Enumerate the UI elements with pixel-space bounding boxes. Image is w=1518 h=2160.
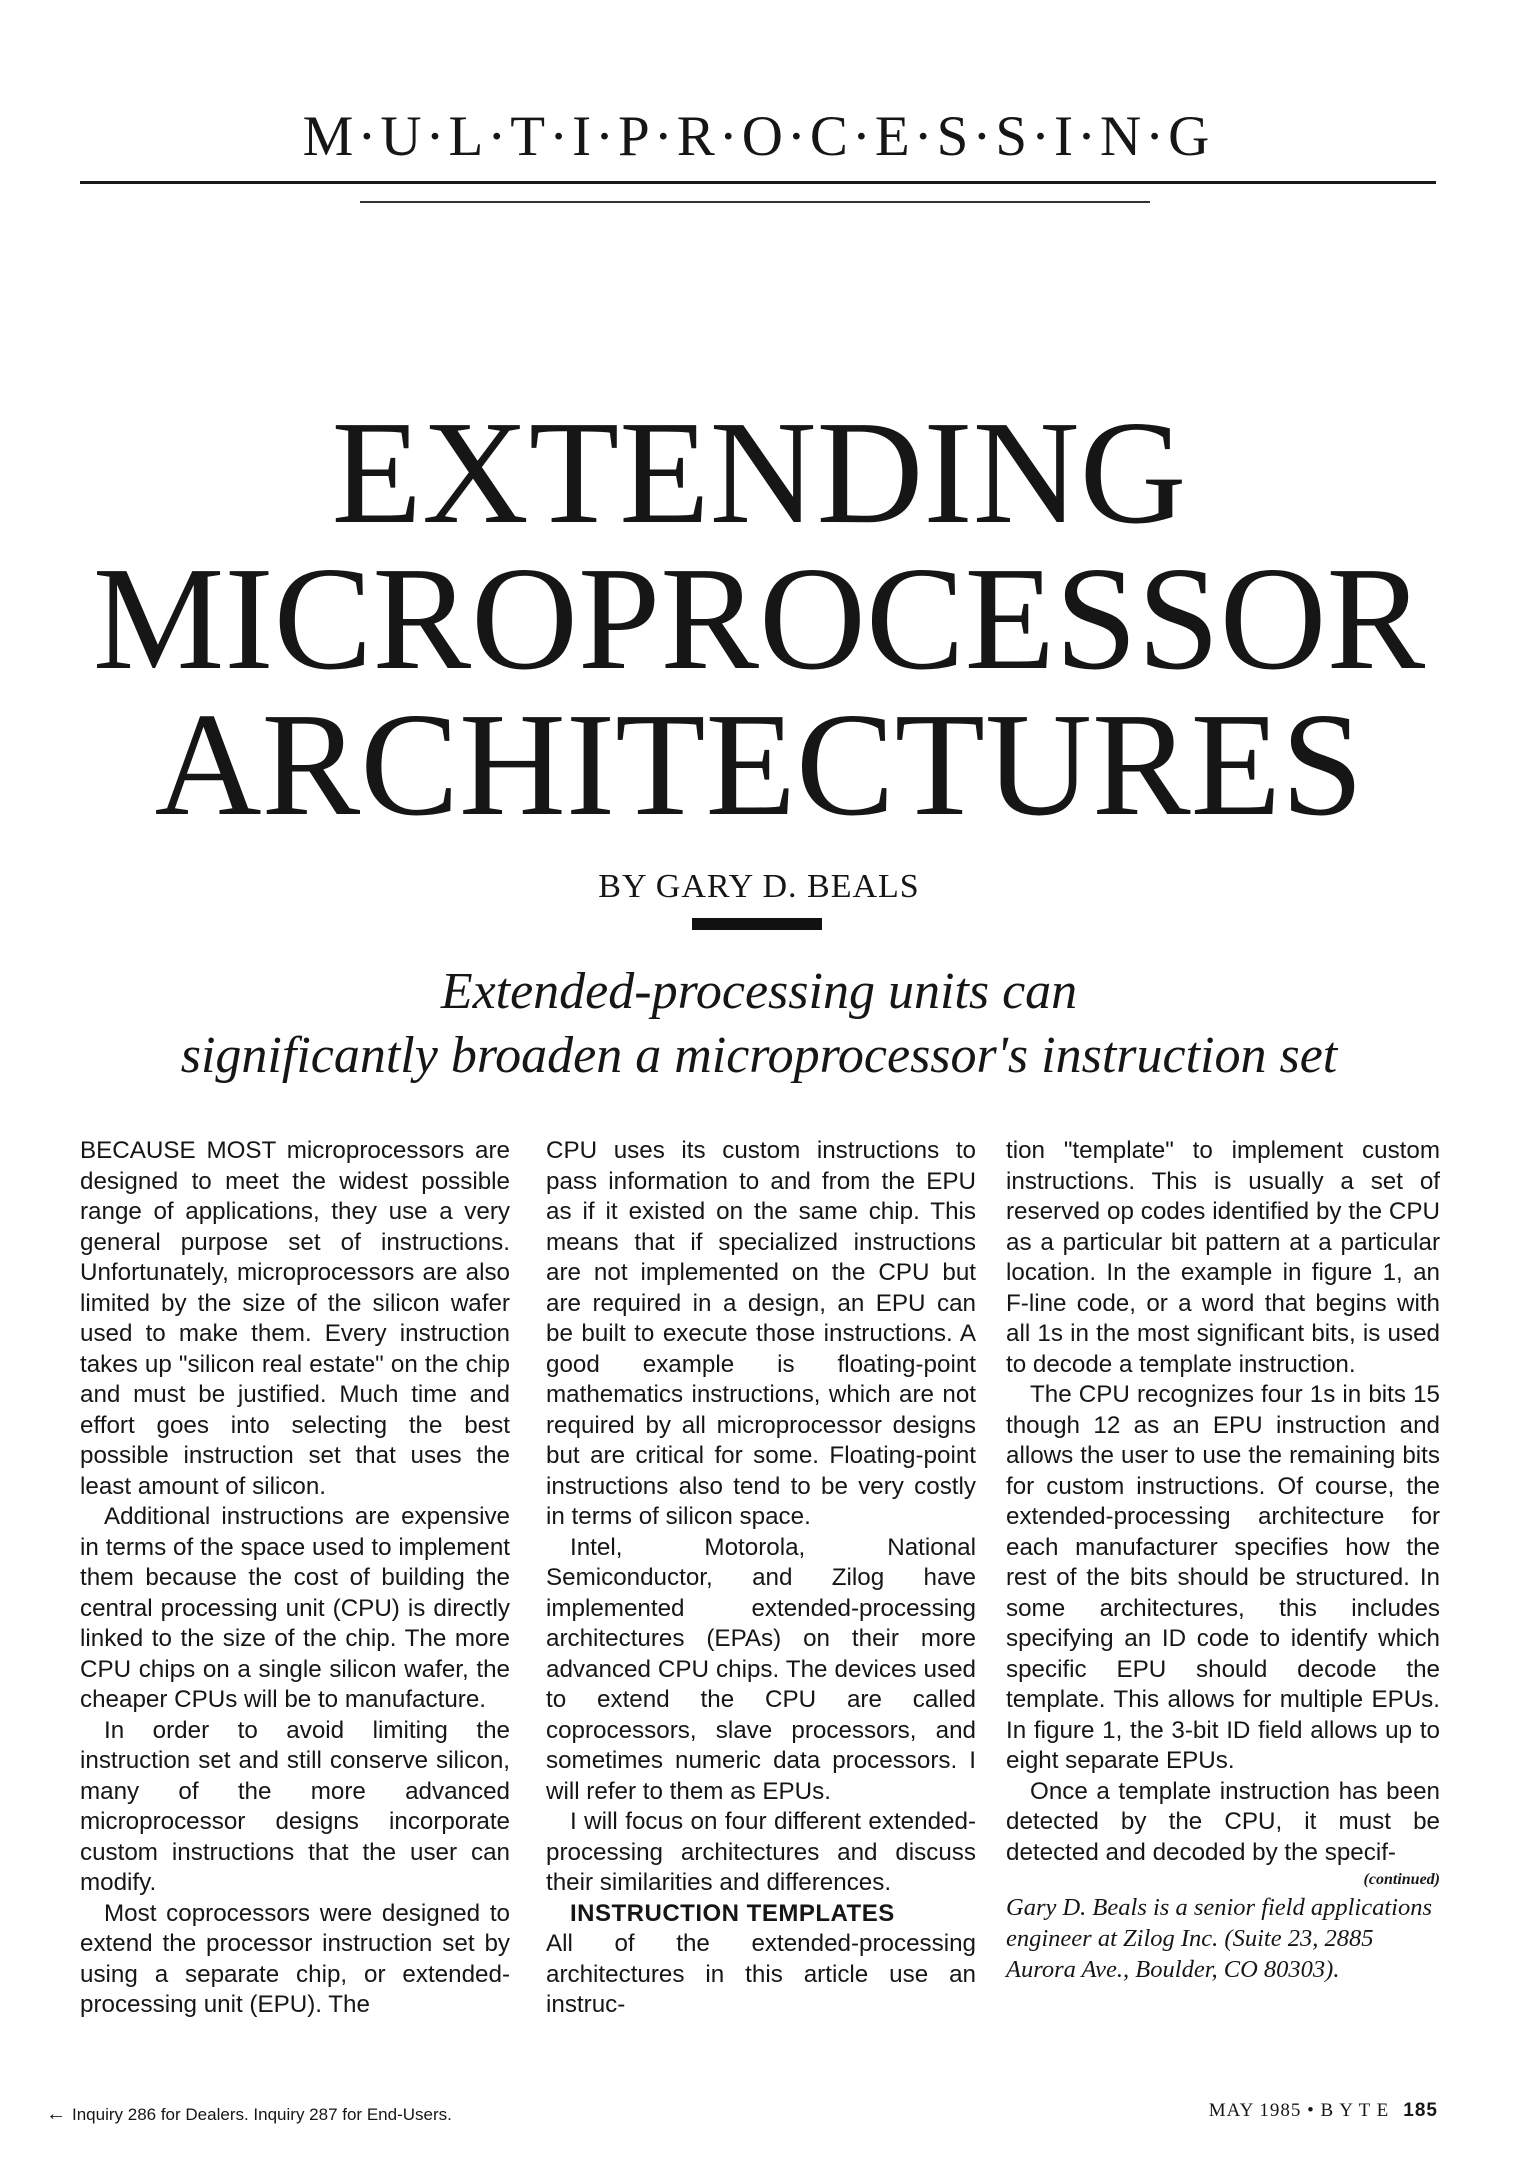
deck [120,960,1398,1088]
paragraph: Once a template instruction has been detected by the CPU, it must be detected and decoded by the specif- [1006,1777,1440,1866]
paragraph: Intel, Motorola, National Semiconductor, and Zilog have implemented extended-processing architectures (EPAs) on their more advanced CPU chips. The devices used to extend the CPU are called coprocessors, slave processors, and sometimes numeric data processors. I will refer to them as EPUs. [546,1533,976,1805]
issue-line: MAY 1985 • B Y T E [1208,2100,1390,2121]
deck-line: Extended-processing units can [440,963,1078,1020]
byline: BY GARY D. BEALS [598,868,920,905]
paragraph: tion "template" to implement custom instructions. This is usually a set of reserved op codes identified by the CPU as a particular bit pattern at a particular location. In the example in figure 1, an F-line code, or a word that begins with all 1s in the most significant bits, is used to decode a template instruction. [1006,1137,1440,1378]
paragraph: In order to avoid limiting the instruction set and still conserve silicon, many of the more advanced microprocessor designs incorporate custom instructions that the user can modify. [80,1716,510,1896]
article-title [60,391,1458,847]
title-line: EXTENDING [331,391,1187,555]
deck-line: significantly broaden a microprocessor's instruction set [180,1027,1338,1084]
subhead-instruction-templates: INSTRUCTION TEMPLATES [570,1899,895,1927]
paragraph: The CPU recognizes four 1s in bits 15 though 12 as an EPU instruction and allows the user to use the remaining bits for custom instructions. Of course, the extended-processing architecture for each manufacturer specifies how the rest of the bits should be structured. In some architectures, this includes specifying an ID code to identify which specific EPU should decode the template. This allows for multiple EPUs. In figure 1, the 3-bit ID field allows up to eight separate EPUs. [1006,1381,1440,1774]
inquiry-text: Inquiry 286 for Dealers. Inquiry 287 for End-Users. [72,2105,452,2124]
column-1 [80,1136,510,2021]
header-rule-top [80,181,1436,184]
column-3 [1006,1136,1440,1985]
paragraph: All of the extended-processing architectures in this article use an instruc- [546,1930,976,2018]
section-label: M·U·L·T·I·P·R·O·C·E·S·S·I·N·G [302,105,1214,168]
paragraph: I will focus on four different extended-processing architectures and discuss their similarities and differences. [546,1808,976,1896]
header-rule-bottom [360,201,1150,203]
continued-marker: (continued) [1363,1871,1440,1888]
paragraph: BECAUSE MOST microprocessors are designed to meet the widest possible range of applications, they use a very general purpose set of instructions. Unfortunately, microprocessors are also limited by the size of the silicon wafer used to make them. Every instruction takes up "silicon real estate" on the chip and must be justified. Much time and effort goes into selecting the best possible instruction set that uses the least amount of silicon. [80,1137,510,1500]
paragraph: Most coprocessors were designed to extend the processor instruction set by using a separate chip, or extended-processing unit (EPU). The [80,1899,510,2018]
arrow-left-icon: ← [46,2103,66,2125]
footer-inquiry [46,2103,452,2126]
title-line: ARCHITECTURES [154,683,1364,847]
byline-bar [692,918,822,930]
footer-folio [1209,2100,1438,2122]
column-2 [546,1136,976,2021]
page-number: 185 [1403,2100,1438,2121]
title-line: MICROPROCESSOR [92,537,1426,701]
author-bio: Gary D. Beals is a senior field applications engineer at Zilog Inc. (Suite 23, 2885 Aurora Ave., Boulder, CO 80303). [1006,1894,1432,1983]
paragraph: Additional instructions are expensive in terms of the space used to implement them because the cost of building the central processing unit (CPU) is directly linked to the size of the chip. The more CPU chips on a single silicon wafer, the cheaper CPUs will be to manufacture. [80,1503,510,1713]
paragraph: CPU uses its custom instructions to pass information to and from the EPU as if it existed on the same chip. This means that if specialized instructions are not implemented on the CPU but are required in a design, an EPU can be built to execute those instructions. A good example is floating-point mathematics instructions, which are not required by all microprocessor designs but are critical for some. Floating-point instructions also tend to be very costly in terms of silicon space. [546,1137,976,1530]
